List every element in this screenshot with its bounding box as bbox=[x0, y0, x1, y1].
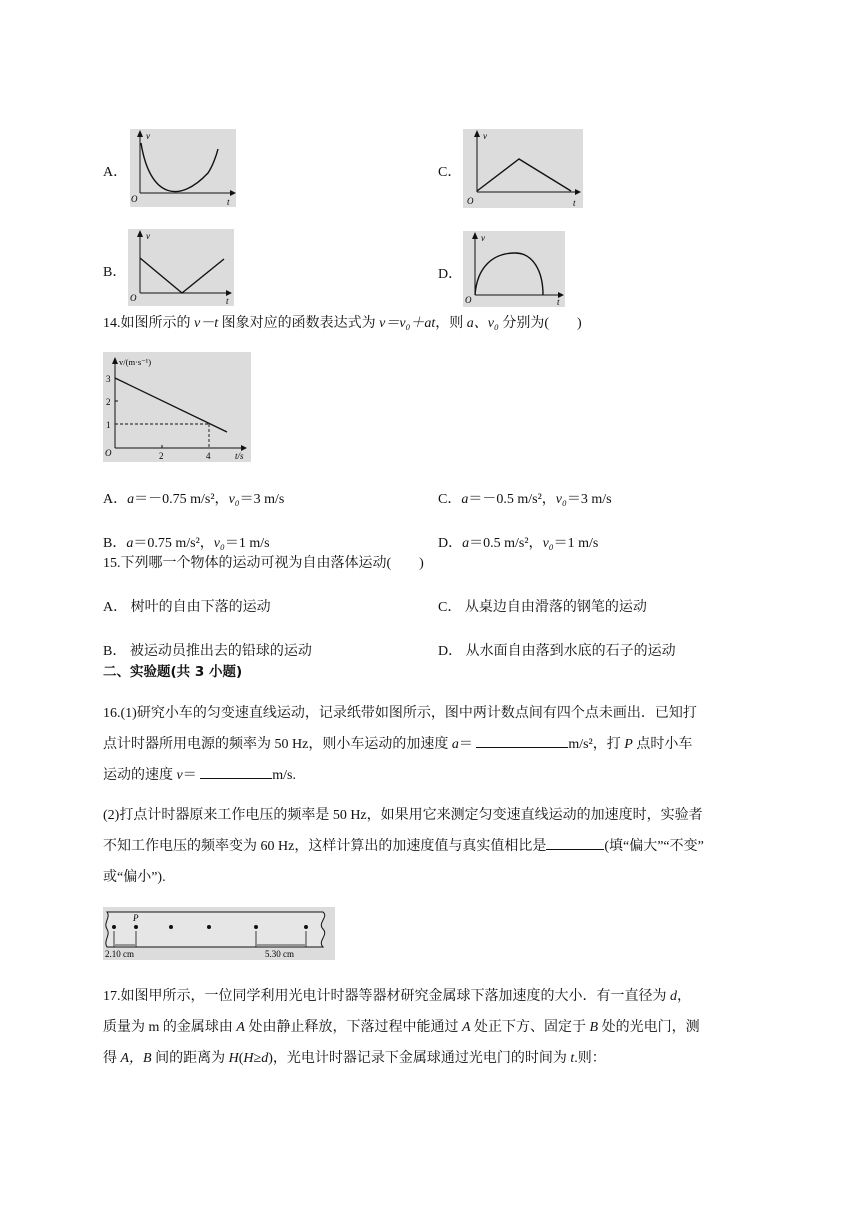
q14-stem: 14.如图所示的 v－t 图象对应的函数表达式为 v＝v₀＋at，则 a、v₀ 分别为( ) bbox=[103, 316, 582, 331]
option-b-graph bbox=[128, 229, 234, 306]
t-axis-label: t bbox=[226, 296, 229, 306]
q14-y-tick: 3 bbox=[106, 374, 111, 384]
q14-y-tick: 2 bbox=[106, 397, 111, 407]
q14-x-tick: 4 bbox=[206, 451, 211, 461]
v-axis-label: v bbox=[146, 231, 150, 241]
option-d-letter: D． bbox=[438, 267, 463, 282]
q16-part1-line3: 运动的速度 v＝ m/s. bbox=[103, 768, 296, 783]
q14-option-c: C．a＝－0.5 m/s²，v₀＝3 m/s bbox=[438, 492, 612, 507]
q16-part2-line2: 不知工作电压的频率变为 60 Hz，这样计算出的加速度值与真实值相比是 (填“偏大”“不变” bbox=[103, 839, 704, 854]
q14-option-a: A．a＝－0.75 m/s²，v₀＝3 m/s bbox=[103, 492, 285, 507]
q17-line3: 得 A，B 间的距离为 H(H≥d)，光电计时器记录下金属球通过光电门的时间为 t.则： bbox=[103, 1051, 606, 1066]
origin-label: O bbox=[467, 196, 474, 206]
tape-distance-2: 5.30 cm bbox=[265, 949, 294, 959]
q14-option-b: B．a＝0.75 m/s²，v₀＝1 m/s bbox=[103, 536, 270, 551]
q15-option-a: A． 树叶的自由下落的运动 bbox=[103, 600, 271, 615]
v-axis-label: v bbox=[483, 131, 487, 141]
q14-origin: O bbox=[105, 448, 112, 458]
option-a-graph bbox=[130, 129, 236, 207]
option-b-letter: B． bbox=[103, 265, 127, 280]
v-axis-label: v bbox=[481, 233, 485, 243]
tape-distance-1: 2.10 cm bbox=[105, 949, 134, 959]
q14-y-axis-label: v/(m·s⁻¹) bbox=[119, 357, 152, 367]
t-axis-label: t bbox=[573, 198, 576, 208]
q14-x-tick: 2 bbox=[159, 451, 164, 461]
option-c-graph bbox=[463, 129, 583, 208]
q14-option-d: D．a＝0.5 m/s²，v₀＝1 m/s bbox=[438, 536, 599, 551]
option-d-graph bbox=[463, 231, 565, 307]
paper-tape-figure bbox=[103, 907, 335, 960]
q15-stem: 15.下列哪一个物体的运动可视为自由落体运动( ) bbox=[103, 556, 424, 571]
q15-option-b: B． 被运动员推出去的铅球的运动 bbox=[103, 644, 312, 659]
origin-label: O bbox=[131, 194, 138, 204]
q17-line2: 质量为 m 的金属球由 A 处由静止释放，下落过程中能通过 A 处正下方、固定于 B 处的光电门，测 bbox=[103, 1020, 700, 1035]
q16-part2-line1: (2)打点计时器原来工作电压的频率是 50 Hz，如果用它来测定匀变速直线运动的加速度时，实验者 bbox=[103, 808, 703, 823]
q16-part2-line3: 或“偏小”). bbox=[103, 870, 166, 885]
v-axis-label: v bbox=[146, 131, 150, 141]
option-c-letter: C． bbox=[438, 165, 462, 180]
q17-line1: 17.如图甲所示，一位同学利用光电计时器等器材研究金属球下落加速度的大小．有一直径为 d， bbox=[103, 989, 691, 1004]
q15-option-c: C． 从桌边自由滑落的钢笔的运动 bbox=[438, 600, 647, 615]
answer-blank-velocity bbox=[200, 766, 272, 779]
tape-point-p: P bbox=[133, 913, 139, 923]
option-a-letter: A． bbox=[103, 165, 128, 180]
q16-part1-line2: 点计时器所用电源的频率为 50 Hz，则小车运动的加速度 a＝ m/s²，打 P 点时小车 bbox=[103, 737, 693, 752]
origin-label: O bbox=[465, 295, 472, 305]
q15-option-d: D． 从水面自由落到水底的石子的运动 bbox=[438, 644, 676, 659]
t-axis-label: t bbox=[557, 297, 560, 307]
q14-vt-graph bbox=[103, 352, 251, 462]
section-heading: 二、实验题(共 3 小题) bbox=[103, 664, 243, 680]
q14-x-axis-label: t/s bbox=[235, 451, 244, 461]
q16-part1-line1: 16.(1)研究小车的匀变速直线运动，记录纸带如图所示，图中两计数点间有四个点未画出．已知打 bbox=[103, 706, 697, 721]
answer-blank-comparison bbox=[546, 837, 604, 850]
origin-label: O bbox=[130, 293, 137, 303]
t-axis-label: t bbox=[227, 197, 230, 207]
answer-blank-acceleration bbox=[476, 735, 568, 748]
q14-y-tick: 1 bbox=[106, 420, 111, 430]
